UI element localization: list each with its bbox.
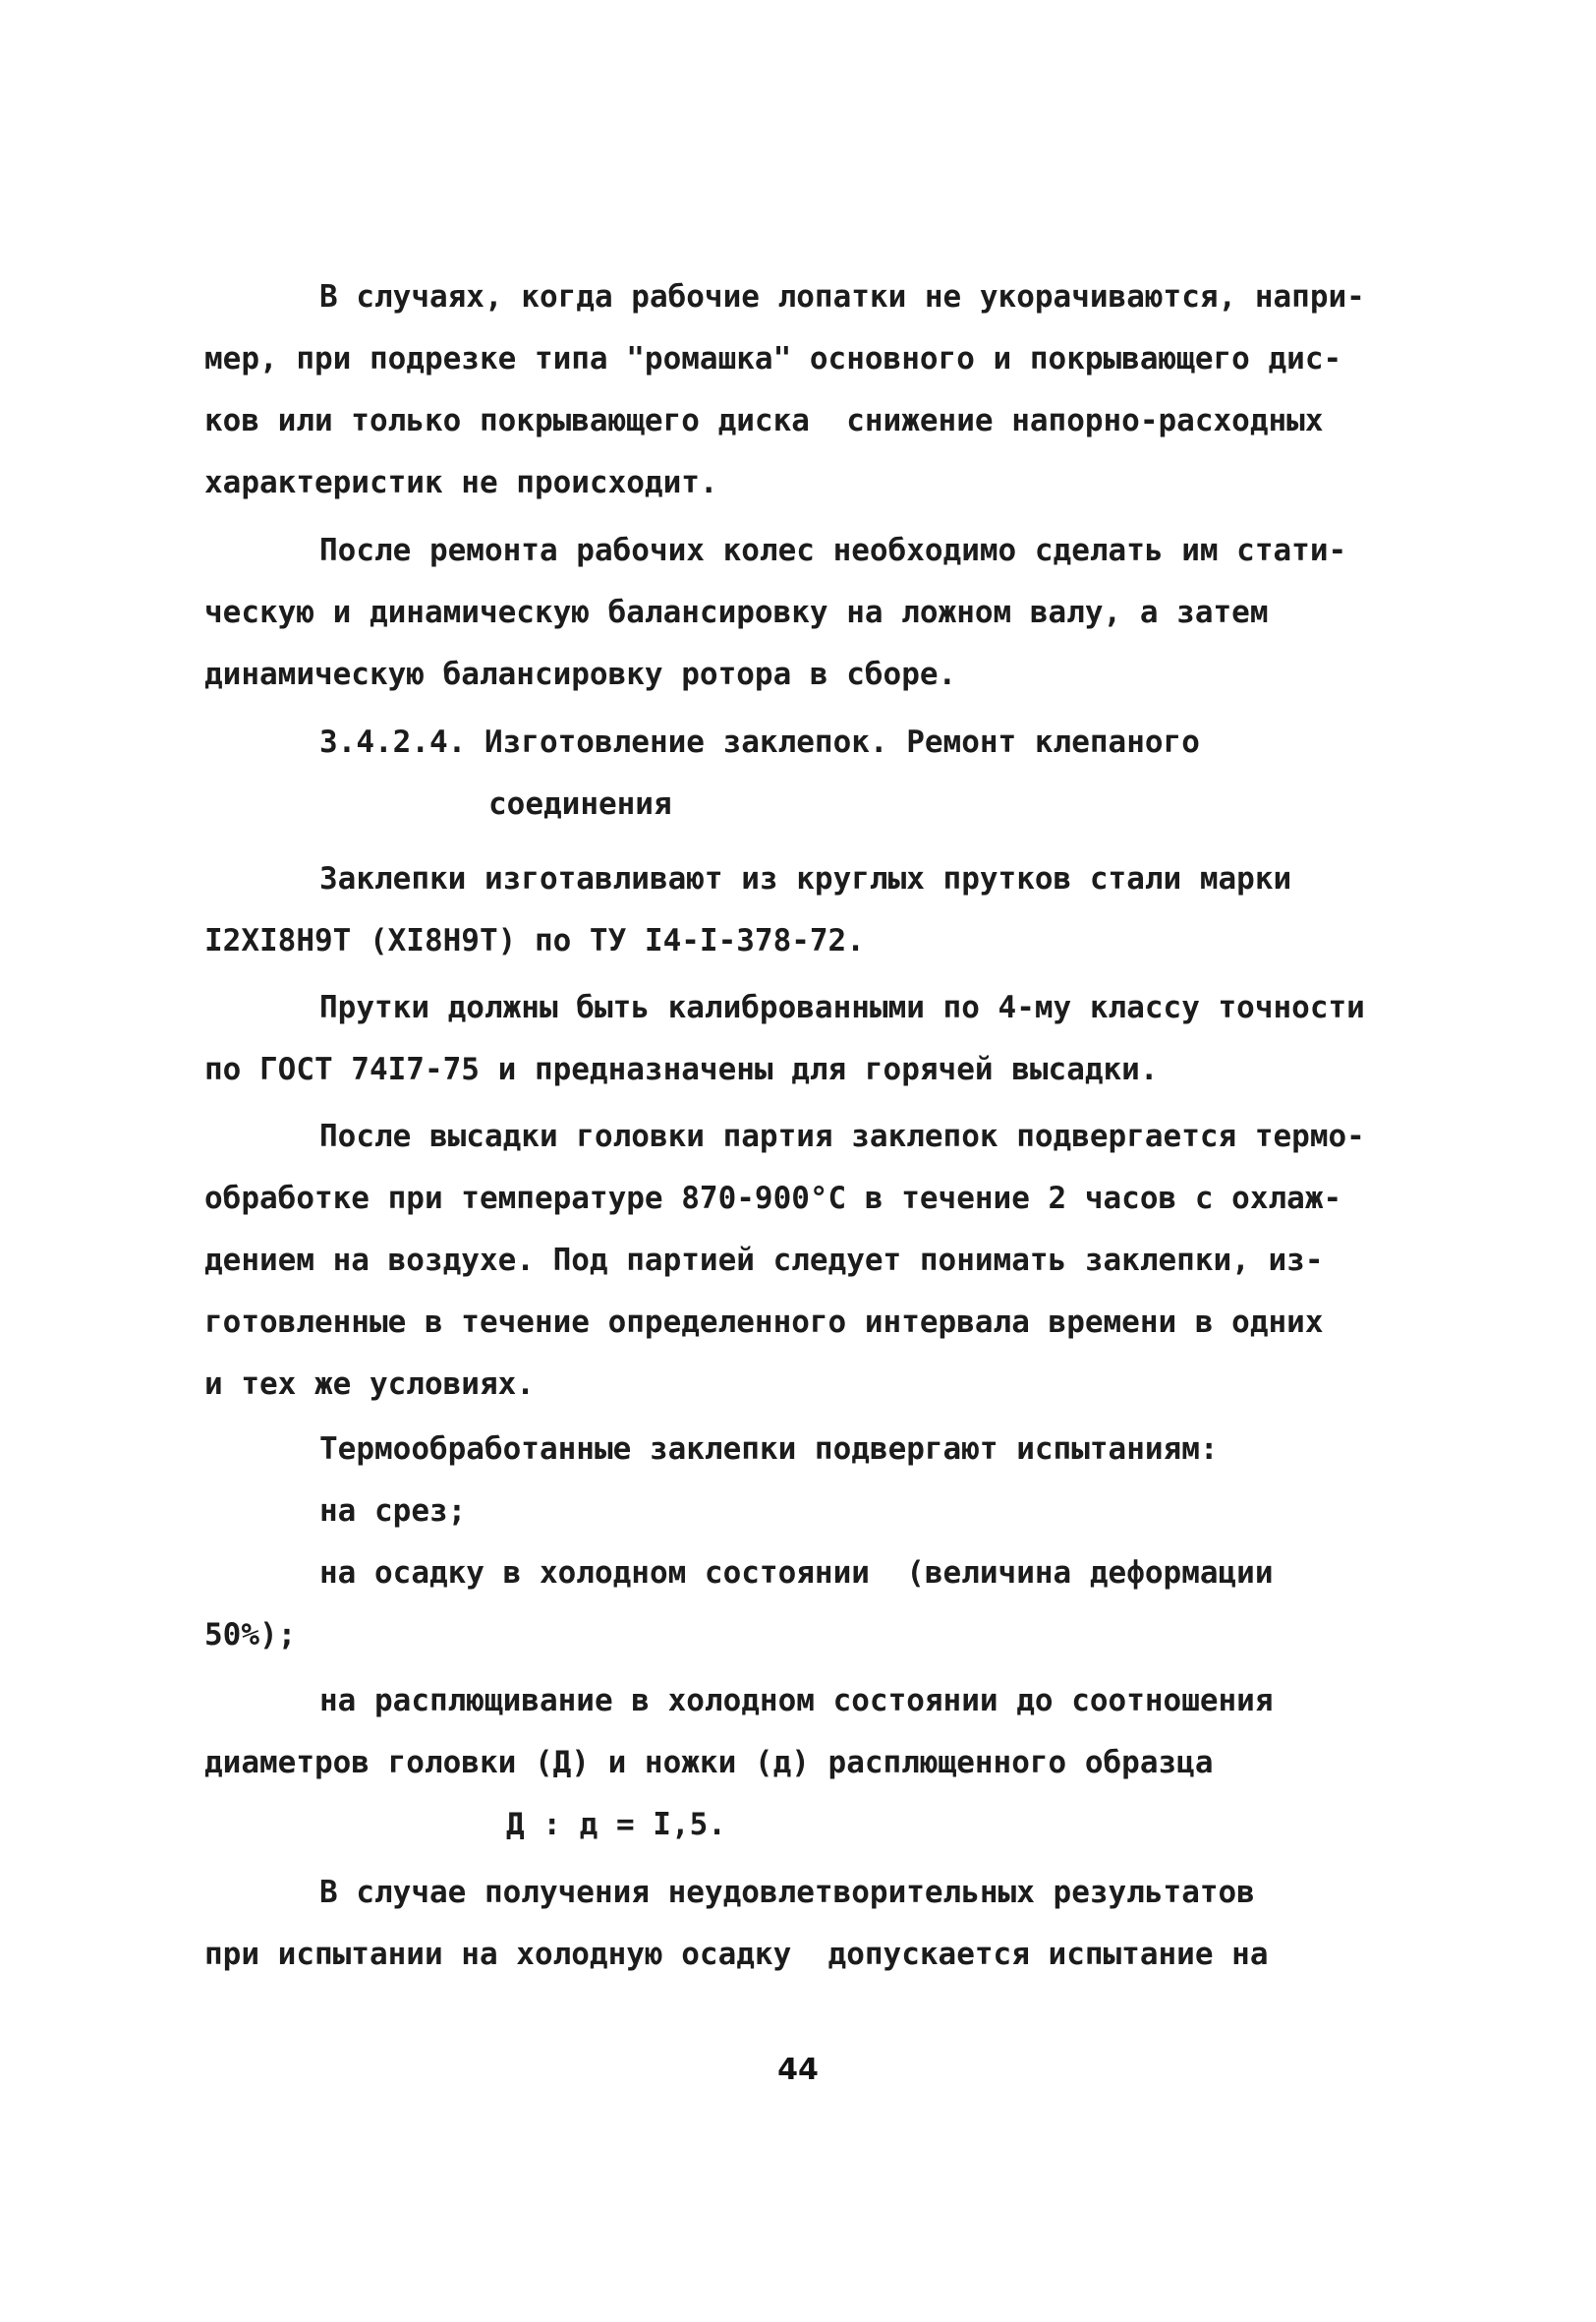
text-line: динамическую балансировку ротора в сборе.	[204, 657, 957, 692]
text-line: при испытании на холодную осадку допускается испытание на	[204, 1937, 1269, 1972]
text-line: Термообработанные заклепки подвергают испытаниям:	[319, 1431, 1219, 1467]
text-line: После высадки головки партия заклепок подвергается термо-	[319, 1119, 1365, 1154]
text-line: 50%);	[204, 1617, 297, 1653]
text-line: характеристик не происходит.	[204, 465, 718, 500]
text-line: диаметров головки (Д) и ножки (д) расплющенного образца	[204, 1745, 1214, 1780]
text-line: В случае получения неудовлетворительных результатов	[319, 1875, 1255, 1910]
text-line: на осадку в холодном состоянии (величина деформации	[319, 1555, 1274, 1591]
text-line: Заклепки изготавливают из круглых прутков стали марки	[319, 861, 1292, 897]
text-line: I2XI8H9T (XI8H9T) по ТУ I4-I-378-72.	[204, 923, 865, 958]
section-heading: соединения	[488, 786, 672, 822]
text-line: мер, при подрезке типа "ромашка" основного и покрывающего дис-	[204, 341, 1342, 377]
section-heading: 3.4.2.4. Изготовление заклепок. Ремонт клепаного	[319, 725, 1200, 760]
text-line: ков или только покрывающего диска снижение напорно-расходных	[204, 403, 1324, 438]
text-line: дением на воздухе. Под партией следует понимать заклепки, из-	[204, 1243, 1324, 1278]
text-line: на расплющивание в холодном состоянии до соотношения	[319, 1683, 1274, 1718]
text-line: Прутки должны быть калиброванными по 4-му классу точности	[319, 990, 1365, 1025]
formula-line: Д : д = I,5.	[506, 1807, 726, 1842]
text-line: готовленные в течение определенного интервала времени в одних	[204, 1305, 1324, 1340]
text-line: и тех же условиях.	[204, 1366, 535, 1402]
text-line: После ремонта рабочих колес необходимо сделать им стати-	[319, 533, 1347, 568]
text-line: обработке при температуре 870-900°С в течение 2 часов с охлаж-	[204, 1181, 1342, 1216]
text-line: по ГОСТ 74I7-75 и предназначены для горячей высадки.	[204, 1052, 1159, 1087]
text-line: В случаях, когда рабочие лопатки не укорачиваются, напри-	[319, 279, 1365, 315]
text-line: на срез;	[319, 1493, 467, 1529]
text-line: ческую и динамическую балансировку на ложном валу, а затем	[204, 595, 1269, 630]
page-number: 44	[777, 2053, 819, 2087]
